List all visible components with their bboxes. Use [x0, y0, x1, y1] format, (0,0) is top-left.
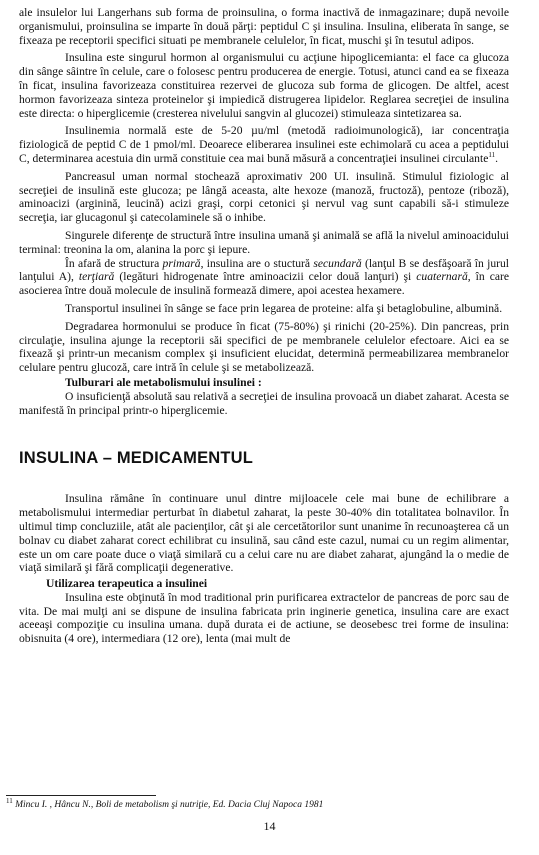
- paragraph: Insulina este obţinută în mod traditional prin purificarea extractelor de pancreas de porc sau de vita. De mai mulţi ani se dispune de insulina fabricata prin inginerie genetica, insulina care are exact aceeaşi compoziţie cu insulina umana. după durata ei de actiune, se deosebesc trei forme de insulina: obisnuita (4 ore), intermediara (12 ore), lenta (mai mult de: [19, 590, 509, 646]
- paragraph: Transportul insulinei în sânge se face prin legarea de proteine: alfa şi betaglobuline, albumină.: [65, 301, 503, 315]
- subheading: Utilizarea terapeutica a insulinei: [46, 577, 208, 591]
- paragraph: O insuficienţă absolută sau relativă a secreţiei de insulina provoacă un diabet zaharat. Acesta se manifestă în principal printr-o hiperglicemie.: [19, 389, 509, 417]
- paragraph: ale insulelor lui Langerhans sub forma de proinsulina, o forma inactivă de inmagazinare; după nevoile organismului, proinsulina se imparte în două părţi: peptidul C şi insulina. Insulina, eliberata în sange, se fixeaza pe receptorii specifici situati pe membranele celulelor, în ficat, muschi şi în tesutul adipos.: [19, 6, 509, 47]
- page-number: 14: [263, 819, 276, 833]
- paragraph: În afară de structura primară, insulina are o stuctură secundară (lanţul B se desfăşoară în jurul lanţului A), terţiară (legături hidrogenate între aminoacizii celor două lanţuri) şi cuaternară, în care asocierea între două molecule de insulină formează dimere, apoi acestea hexamere.: [19, 256, 509, 298]
- footnote-ref: 11: [488, 151, 496, 160]
- subheading: Tulburari ale metabolismului insulinei :: [65, 375, 262, 389]
- section-title: INSULINA – MEDICAMENTUL: [19, 449, 254, 468]
- paragraph: Insulina este singurul hormon al organismului cu acţiune hipoglicemianta: el face ca glucoza din sânge sâintre în celule, care o folosesc pentru producerea de energie. Totusi, atunci cand ea se fixeaza în ficat, insulina favorizeaza constituirea rezervei de glucoza sub forma de glicogen. De altfel, acest hormon favorizeaza sinteza proteinelor şi impiedică distrugerea lipidelor. Reglarea secreţiei de insulina este directa: o hiperglicemie (cresterea nivelului sangvin al glucozei) stimuleaza sintetizarea sa.: [19, 51, 509, 120]
- paragraph: Pancreasul uman normal stochează aproximativ 200 UI. insulină. Stimulul fiziologic al secreţiei de insulină este glucoza; pe lângă aceasta, alte hexoze (manoză, fructoză), pentoze (riboză), aminoacizi (arginină, leucină) acizi graşi, corpi cetonici şi nervul vag sunt capabili să-i stimuleze secreţia, iar glucagonul şi catecolaminele să o inhibe.: [19, 169, 509, 225]
- footnote-divider: [6, 795, 156, 796]
- paragraph: Degradarea hormonului se produce în ficat (75-80%) şi rinichi (20-25%). Din pancreas, prin circulaţie, insulina ajunge la receptorii săi specifici de pe membranele celulelor efectoare. Aici ea se fixează şi printr-un mecanism complex şi insuficient elucidat, determină permeabilizarea membranelor celulare pentru glucoză, care intră în celule şi se metabolizează.: [19, 319, 509, 375]
- paragraph: Insulina rămâne în continuare unul dintre mijloacele cele mai bune de echilibrare a metabolismului intermediar perturbat în diabetul zaharat, la peste 30-40% din totalitatea bolnavilor. În ultimul timp concluziile, atât ale pacienţilor, cât şi ale cercetătorilor sunt unanime în recunoaşterea că un bolnav cu diabet zaharat corect echilibrat cu insulină, sau când este cazul, numai cu un regim alimentar, este un om care poate duce o viaţă similară cu a celui care nu are diabet zaharat, ajungând la o medie de viaţă similară şi fără complicaţii degenerative.: [19, 492, 509, 575]
- paragraph: Singurele diferenţe de structură între insulina umană şi animală se află la nivelul aminoacidului terminal: treonina la om, alanina la porc şi iepure.: [19, 228, 509, 256]
- footnote: $^{11}$ Mincu I. , Hâncu N., Boli de metabolism şi nutriţie, Ed. Dacia Cluj Napoca 1981: [6, 796, 324, 810]
- footnote-number: 11: [6, 796, 13, 805]
- paragraph: Insulinemia normală este de 5-20 µu/ml (metodă radioimunologică), iar concentraţia fiziologică de peptid C de 1 pmol/ml. Deoarece eliberarea insulinei este echimolară cu acea a peptidului C, determinarea acestuia din urmă constituie cea mai bună măsură a concentraţiei insulinei circulante$^{11}$.: [19, 124, 509, 165]
